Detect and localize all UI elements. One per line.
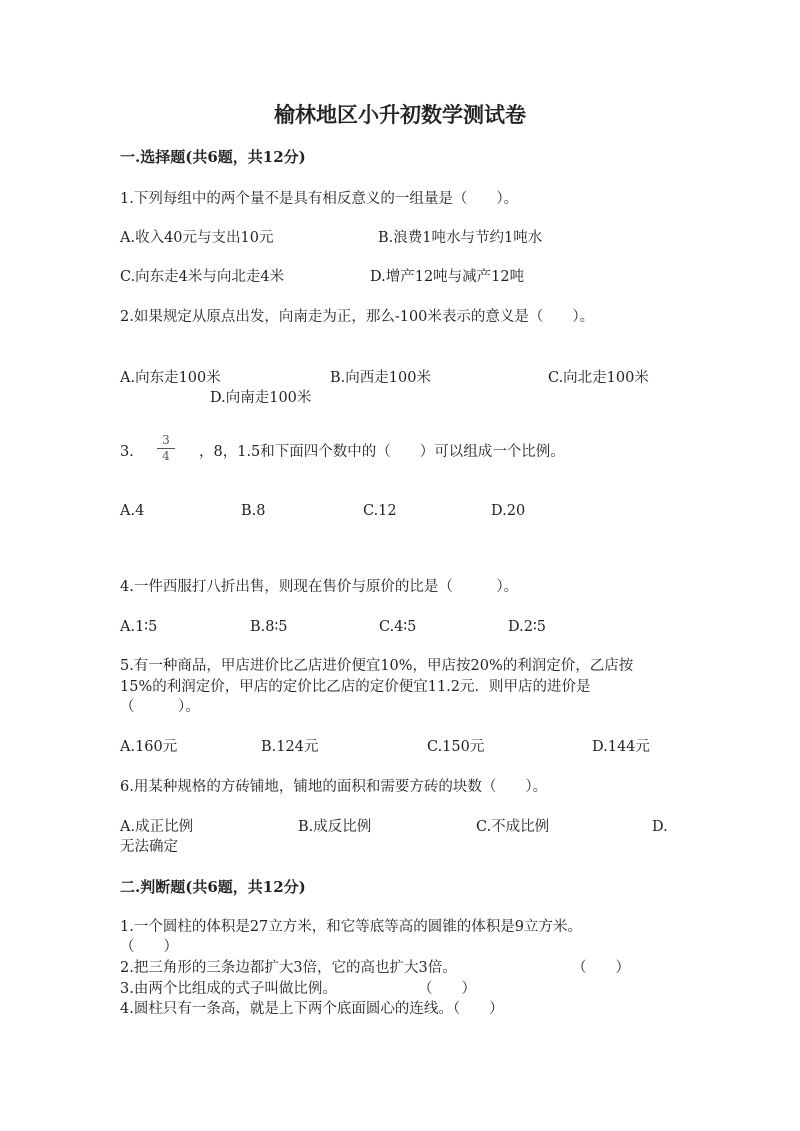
question-3-option-a: A.4	[120, 503, 145, 519]
question-3-option-d: D.20	[491, 503, 526, 519]
question-5-option-b: B.124元	[261, 739, 319, 755]
question-6-stem: 6.用某种规格的方砖铺地，铺地的面积和需要方砖的块数（ ）。	[120, 779, 548, 795]
question-6-option-d-label: D.	[652, 819, 668, 835]
question-4-option-c: C.4∶5	[379, 619, 417, 635]
question-2-stem: 2.如果规定从原点出发，向南走为正，那么-100米表示的意义是（ ）。	[120, 309, 595, 325]
question-4-stem: 4.一件西服打八折出售，则现在售价与原价的比是（ ）。	[120, 579, 519, 595]
question-2-option-a: A.向东走100米	[120, 370, 221, 386]
question-1-option-b: B.浪费1吨水与节约1吨水	[378, 230, 543, 246]
question-3-option-c: C.12	[363, 503, 397, 519]
judgement-2: 2.把三角形的三条边都扩大3倍，它的高也扩大3倍。	[120, 960, 457, 976]
question-1-option-d: D.增产12吨与减产12吨	[370, 269, 525, 285]
question-5-stem-line2: 15%的利润定价，甲店的定价比乙店的定价便宜11.2元．则甲店的进价是	[120, 679, 591, 695]
question-5-stem-line3: （ ）。	[120, 699, 200, 715]
judgement-3: 3.由两个比组成的式子叫做比例。	[120, 981, 337, 997]
judgement-1-line2: （ ）	[120, 939, 178, 955]
question-6-option-b: B.成反比例	[298, 819, 372, 835]
question-2-option-c: C.向北走100米	[548, 370, 649, 386]
question-1-option-c: C.向东走4米与向北走4米	[120, 269, 285, 285]
question-6-option-d-text: 无法确定	[120, 839, 178, 855]
section-heading-judgement: 二.判断题(共6题，共12分)	[120, 878, 306, 896]
question-1-option-a: A.收入40元与支出10元	[120, 230, 274, 246]
question-5-option-c: C.150元	[427, 739, 485, 755]
question-6-option-c: C.不成比例	[476, 819, 550, 835]
question-4-option-d: D.2∶5	[508, 619, 546, 635]
fraction-three-quarters	[157, 434, 175, 463]
judgement-4: 4.圆柱只有一条高，就是上下两个底面圆心的连线。（ ）	[120, 1001, 504, 1017]
question-5-stem-line1: 5.有一种商品，甲店进价比乙店进价便宜10%，甲店按20%的利润定价，乙店按	[120, 658, 634, 674]
judgement-3-paren: （ ）	[418, 981, 476, 997]
judgement-1-line1: 1.一个圆柱的体积是27立方米，和它等底等高的圆锥的体积是9立方米。	[120, 919, 583, 935]
section-heading-choice: 一.选择题(共6题，共12分)	[120, 148, 306, 166]
fraction-denominator: 4	[162, 449, 170, 463]
question-1-stem: 1.下列每组中的两个量不是具有相反意义的一组量是（ ）。	[120, 191, 519, 207]
question-6-option-a: A.成正比例	[120, 819, 194, 835]
fraction-numerator: 3	[162, 433, 170, 447]
question-4-option-a: A.1∶5	[120, 619, 158, 635]
question-5-option-a: A.160元	[120, 739, 178, 755]
question-4-option-b: B.8∶5	[250, 619, 288, 635]
question-3-option-b: B.8	[241, 503, 266, 519]
question-2-option-b: B.向西走100米	[330, 370, 431, 386]
question-5-option-d: D.144元	[592, 739, 650, 755]
question-2-option-d: D.向南走100米	[210, 390, 312, 406]
page-title: 榆林地区小升初数学测试卷	[274, 102, 526, 127]
question-3-stem: ，8，1.5和下面四个数中的（ ）可以组成一个比例。	[199, 444, 565, 460]
judgement-2-paren: （ ）	[572, 960, 630, 976]
question-3-number: 3.	[120, 444, 134, 460]
